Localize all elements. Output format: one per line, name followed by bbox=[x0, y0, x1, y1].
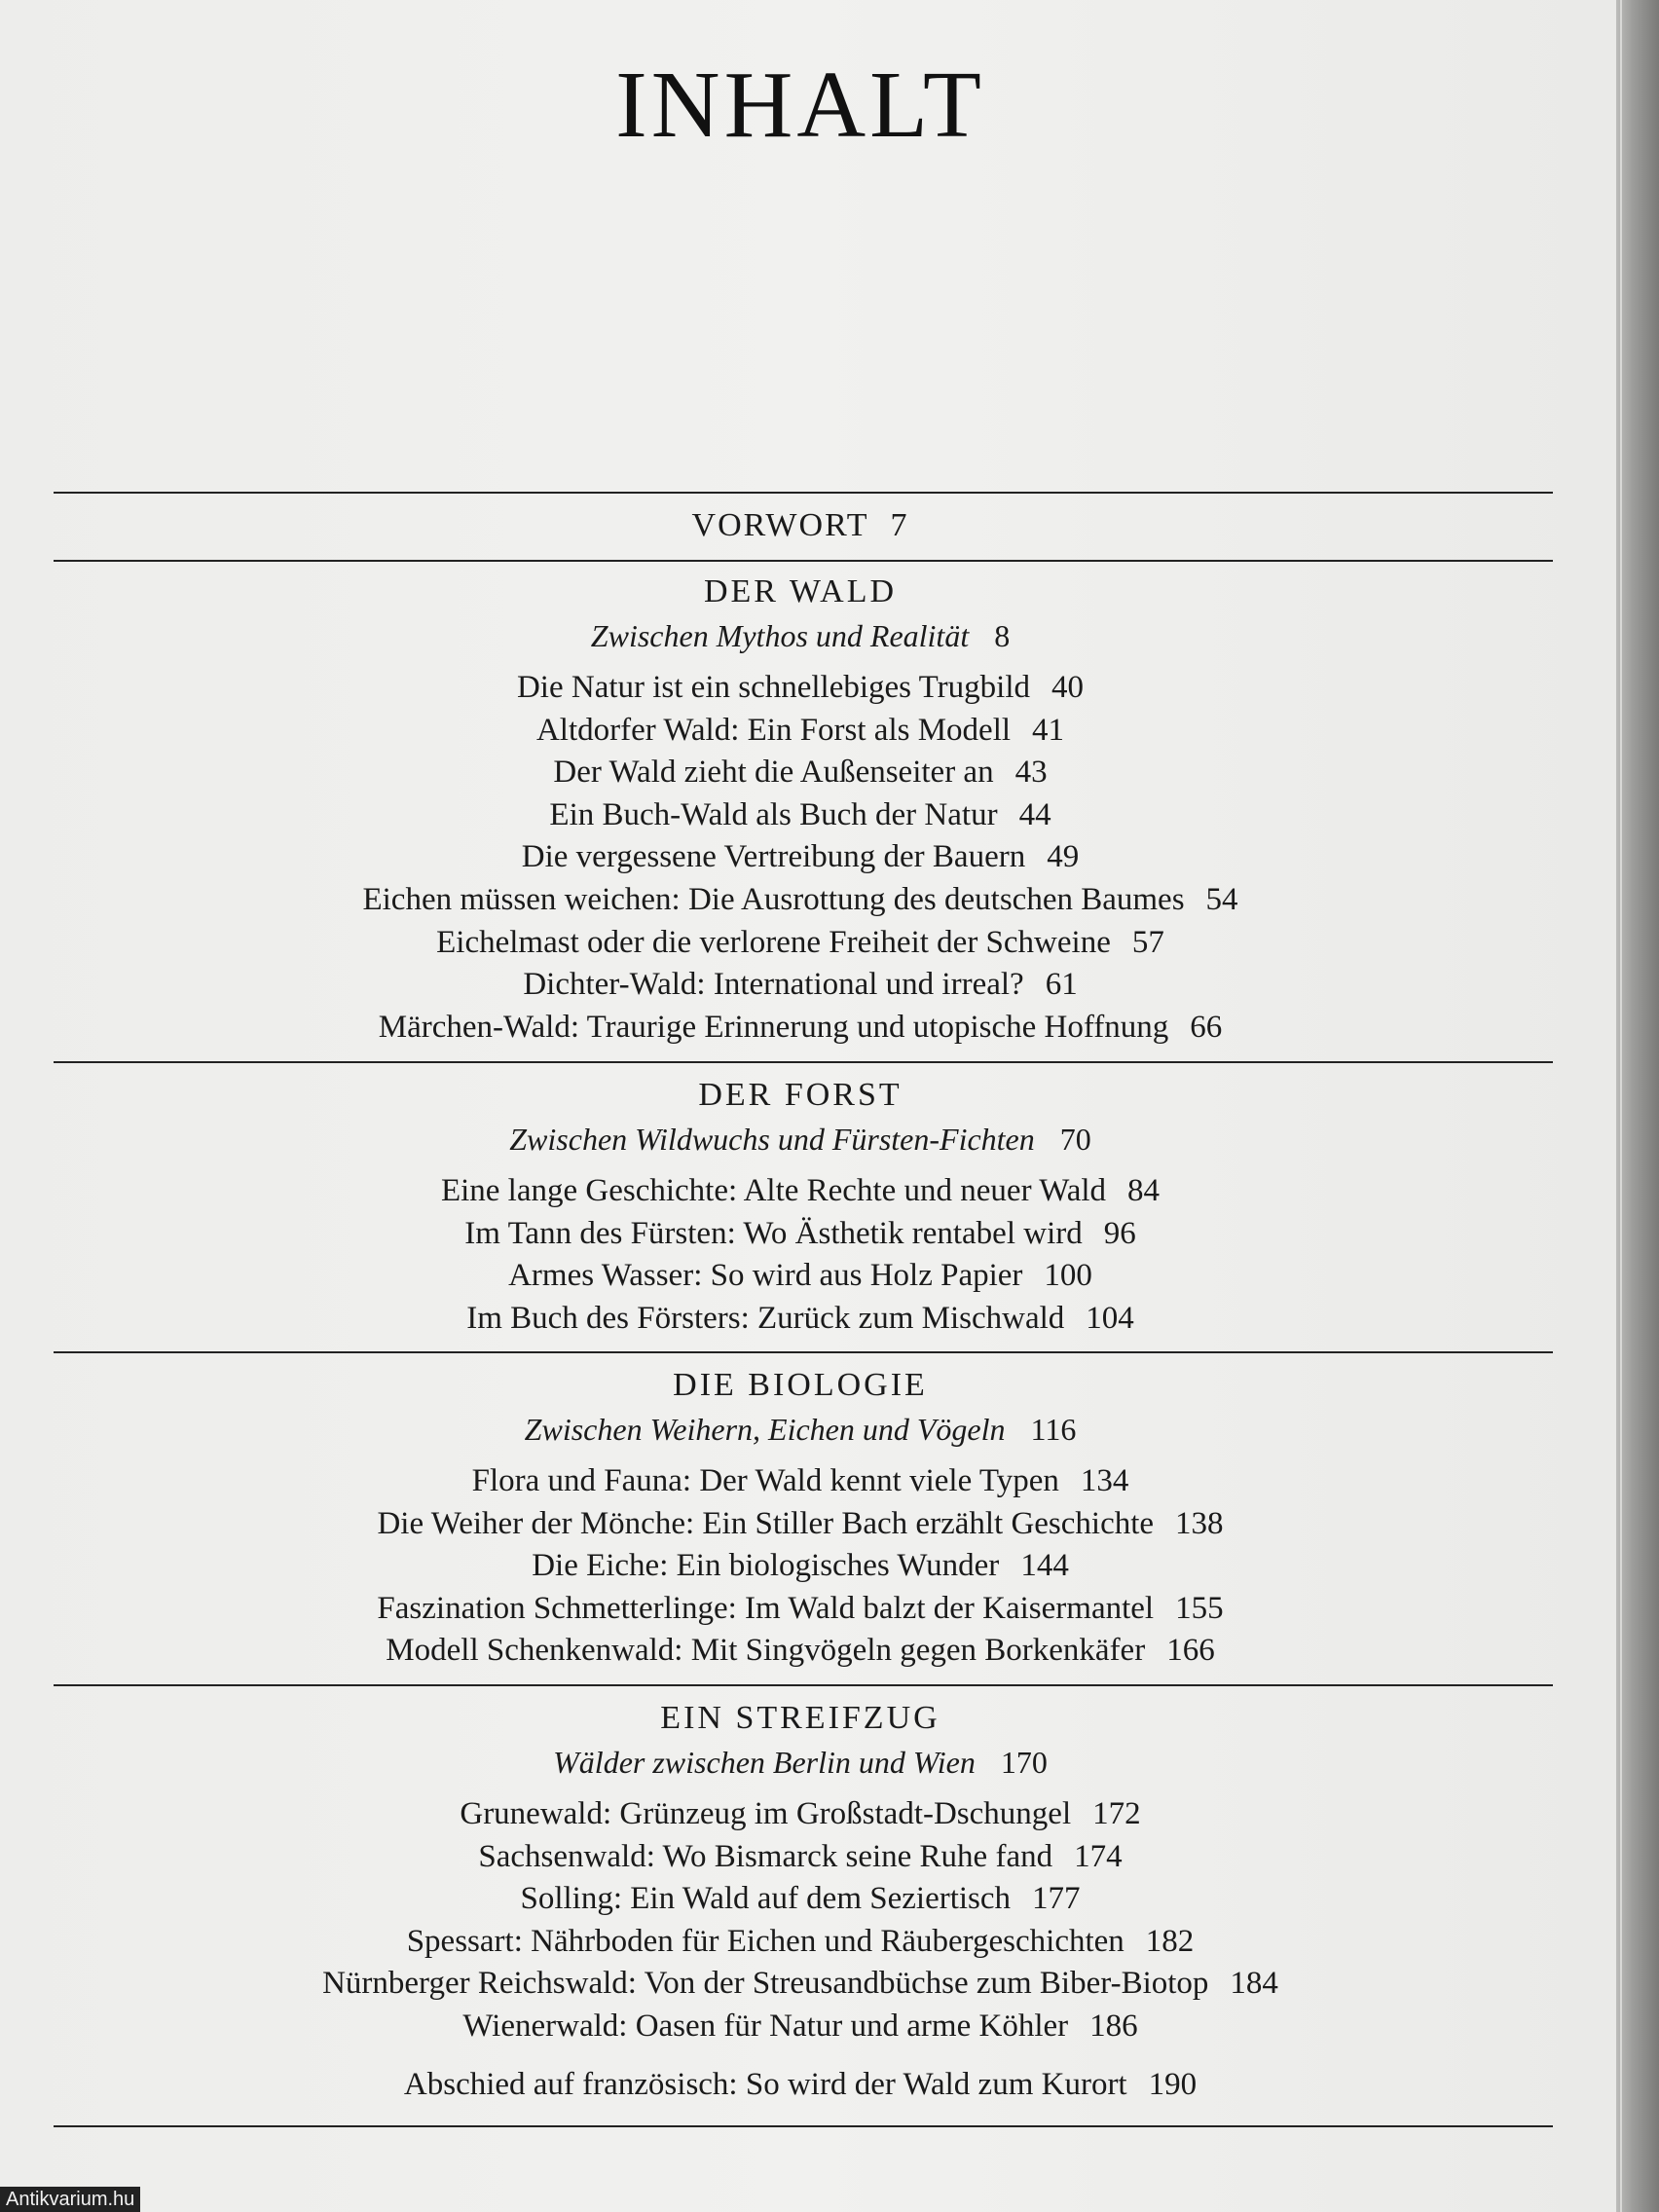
toc-entry-text: Im Tann des Fürsten: Wo Ästhetik rentabel wird bbox=[464, 1215, 1083, 1251]
toc-entry bbox=[0, 836, 1601, 879]
section-subtitle-text: Zwischen Mythos und Realität bbox=[590, 618, 970, 653]
toc-entry bbox=[0, 1793, 1601, 1836]
divider bbox=[54, 1061, 1553, 1063]
toc-entry-text: Die Eiche: Ein biologisches Wunder bbox=[532, 1548, 1000, 1584]
toc-entry bbox=[0, 667, 1601, 710]
toc-entry-text: Die Weiher der Mönche: Ein Stiller Bach erzählt Geschichte bbox=[377, 1505, 1155, 1541]
toc-entry bbox=[0, 1921, 1601, 1964]
toc-entry bbox=[0, 1460, 1601, 1503]
toc-section-der-forst bbox=[0, 1073, 1601, 1340]
toc-entry-text: Faszination Schmetterlinge: Im Wald balzt der Kaisermantel bbox=[377, 1590, 1155, 1626]
toc-entry-page: 184 bbox=[1230, 1966, 1278, 2002]
section-heading: DER WALD bbox=[703, 573, 898, 609]
toc-entry-text: Armes Wasser: So wird aus Holz Papier bbox=[508, 1258, 1023, 1294]
section-heading: EIN STREIFZUG bbox=[660, 1700, 940, 1736]
section-subtitle bbox=[0, 1118, 1601, 1161]
page-title: INHALT bbox=[615, 53, 985, 158]
section-subtitle bbox=[0, 614, 1601, 657]
section-heading: DER FORST bbox=[698, 1077, 903, 1113]
toc-entry bbox=[0, 1255, 1601, 1298]
toc-entry bbox=[0, 1963, 1601, 2006]
toc-entry-page: 57 bbox=[1131, 924, 1164, 960]
toc-entry-text: Eine lange Geschichte: Alte Rechte und neuer Wald bbox=[440, 1173, 1107, 1208]
toc-entry-text: Wienerwald: Oasen für Natur und arme Köhler bbox=[462, 2008, 1069, 2044]
toc-entry-page: 186 bbox=[1089, 2008, 1138, 2044]
section-subtitle-page: 70 bbox=[1059, 1122, 1091, 1157]
toc-entry-page: 43 bbox=[1014, 755, 1048, 791]
section-subtitle-text: Zwischen Wildwuchs und Fürsten-Fichten bbox=[509, 1122, 1035, 1157]
toc-entry-page: 190 bbox=[1148, 2066, 1198, 2102]
toc-entry-page: 134 bbox=[1080, 1463, 1129, 1498]
toc-entry bbox=[0, 1298, 1601, 1341]
toc-entry-text: Flora und Fauna: Der Wald kennt viele Typen bbox=[471, 1463, 1059, 1498]
toc-entry-text: Spessart: Nährboden für Eichen und Räubergeschichten bbox=[406, 1923, 1124, 1959]
toc-entry-text: Der Wald zieht die Außenseiter an bbox=[553, 755, 994, 791]
divider bbox=[54, 2125, 1553, 2127]
vorwort-page: 7 bbox=[890, 507, 909, 543]
toc-section-die-biologie bbox=[0, 1363, 1601, 1673]
section-subtitle-page: 170 bbox=[1000, 1745, 1048, 1780]
section-subtitle bbox=[0, 1741, 1601, 1784]
toc-entry-page: 100 bbox=[1044, 1258, 1092, 1294]
toc-entry bbox=[0, 2006, 1601, 2048]
toc-entry bbox=[0, 752, 1601, 794]
section-subtitle bbox=[0, 1408, 1601, 1451]
toc-entry-text: Eichen müssen weichen: Die Ausrottung des deutschen Baumes bbox=[362, 881, 1185, 917]
toc-entry-page: 166 bbox=[1166, 1633, 1215, 1669]
toc-entry-text: Grunewald: Grünzeug im Großstadt-Dschungel bbox=[460, 1796, 1072, 1831]
divider bbox=[54, 560, 1553, 562]
toc-entry-text: Dichter-Wald: International und irreal? bbox=[523, 967, 1024, 1003]
toc-entry-page: 155 bbox=[1175, 1590, 1224, 1626]
toc-entry-page: 144 bbox=[1020, 1548, 1069, 1584]
toc-entry-text: Die Natur ist ein schnellebiges Trugbild bbox=[516, 670, 1031, 705]
toc-entry-page: 40 bbox=[1051, 670, 1085, 705]
toc-entry-text: Eichelmast oder die verlorene Freiheit der Schweine bbox=[436, 924, 1111, 960]
toc-entry-page: 54 bbox=[1205, 881, 1238, 917]
toc-entry bbox=[0, 1213, 1601, 1256]
toc-entry-text: Märchen-Wald: Traurige Erinnerung und utopische Hoffnung bbox=[378, 1009, 1169, 1045]
toc-entry bbox=[0, 1007, 1601, 1050]
toc-entry-final bbox=[0, 2064, 1601, 2107]
toc-entry-text: Die vergessene Vertreibung der Bauern bbox=[521, 839, 1026, 875]
toc-entry bbox=[0, 879, 1601, 922]
toc-section-der-wald bbox=[0, 570, 1601, 1049]
vorwort-label: VORWORT bbox=[691, 507, 869, 543]
divider bbox=[54, 1351, 1553, 1353]
toc-entry-page: 138 bbox=[1175, 1505, 1224, 1541]
toc-entry-page: 61 bbox=[1045, 967, 1078, 1003]
toc-entry bbox=[0, 964, 1601, 1007]
section-heading: DIE BIOLOGIE bbox=[673, 1367, 928, 1403]
toc-entry bbox=[0, 1588, 1601, 1631]
page-edge bbox=[1616, 0, 1659, 2212]
toc-entry-text: Sachsenwald: Wo Bismarck seine Ruhe fand bbox=[478, 1838, 1053, 1874]
toc-vorwort bbox=[0, 504, 1601, 547]
toc-entry bbox=[0, 794, 1601, 837]
toc-entry-text: Modell Schenkenwald: Mit Singvögeln gegen Borkenkäfer bbox=[386, 1633, 1146, 1669]
divider bbox=[54, 492, 1553, 494]
toc-entry-page: 182 bbox=[1145, 1923, 1195, 1959]
toc-entry bbox=[0, 710, 1601, 753]
toc-entry-page: 66 bbox=[1190, 1009, 1223, 1045]
toc-entry-text: Altdorfer Wald: Ein Forst als Modell bbox=[535, 712, 1012, 748]
section-subtitle-text: Zwischen Weihern, Eichen und Vögeln bbox=[524, 1412, 1006, 1447]
toc-entry bbox=[0, 1630, 1601, 1673]
section-subtitle-page: 116 bbox=[1030, 1412, 1077, 1447]
toc-entry-page: 41 bbox=[1032, 712, 1065, 748]
toc-entry-text: Im Buch des Försters: Zurück zum Mischwald bbox=[466, 1300, 1065, 1336]
toc-entry-page: 174 bbox=[1074, 1838, 1123, 1874]
toc-entry-page: 44 bbox=[1018, 796, 1051, 832]
watermark: Antikvarium.hu bbox=[0, 2187, 140, 2212]
divider bbox=[54, 1684, 1553, 1686]
toc-entry-text: Nürnberger Reichswald: Von der Streusandbüchse zum Biber-Biotop bbox=[322, 1966, 1209, 2002]
toc-entry-text: Ein Buch-Wald als Buch der Natur bbox=[549, 796, 998, 832]
toc-entry bbox=[0, 1170, 1601, 1213]
toc-entry-page: 104 bbox=[1086, 1300, 1134, 1336]
toc-entry bbox=[0, 1545, 1601, 1588]
toc-entry-page: 49 bbox=[1047, 839, 1080, 875]
section-subtitle-text: Wälder zwischen Berlin und Wien bbox=[553, 1745, 976, 1780]
toc-section-ein-streifzug bbox=[0, 1696, 1601, 2106]
toc-entry bbox=[0, 1503, 1601, 1546]
toc-entry-text: Solling: Ein Wald auf dem Seziertisch bbox=[520, 1881, 1012, 1917]
toc-entry bbox=[0, 1878, 1601, 1921]
toc-entry-page: 172 bbox=[1092, 1796, 1141, 1831]
toc-entry bbox=[0, 922, 1601, 965]
toc-entry-page: 177 bbox=[1032, 1881, 1081, 1917]
toc-entry-page: 96 bbox=[1103, 1215, 1136, 1251]
toc-entry-page: 84 bbox=[1127, 1173, 1161, 1208]
toc-entry-text: Abschied auf französisch: So wird der Wald zum Kurort bbox=[403, 2066, 1127, 2102]
toc-entry bbox=[0, 1836, 1601, 1879]
section-subtitle-page: 8 bbox=[994, 618, 1011, 653]
